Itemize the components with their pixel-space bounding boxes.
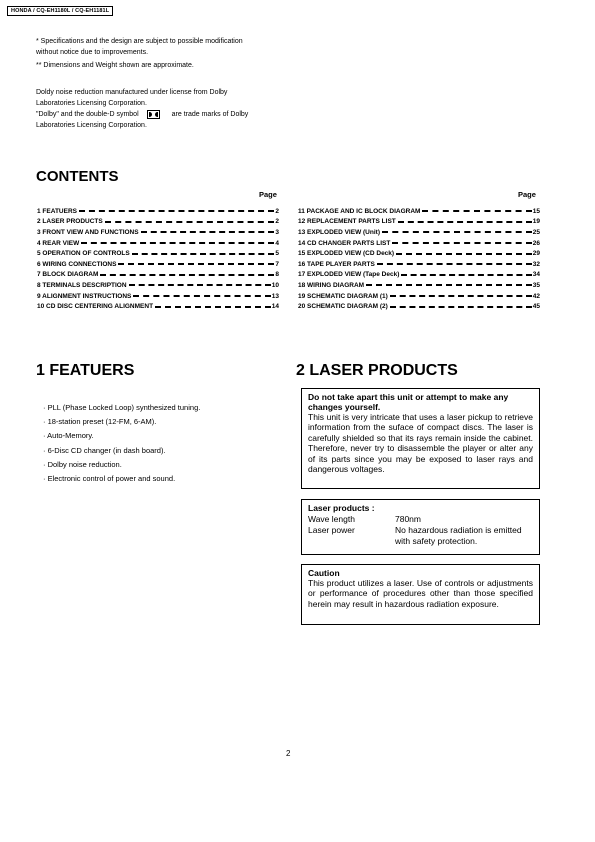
toc-entry-label: 18 WIRING DIAGRAM — [298, 281, 365, 289]
toc-leader — [81, 242, 274, 244]
toc-entry[interactable] — [298, 280, 540, 291]
laser-warning-heading: Do not take apart this unit or attempt to make any changes yourself. — [308, 392, 509, 412]
toc-right-column — [298, 206, 540, 312]
toc-entry[interactable] — [37, 280, 279, 291]
toc-entry-page: 19 — [532, 218, 540, 226]
dolby-line: Laboratories Licensing Corporation. — [36, 122, 147, 129]
toc-leader — [132, 253, 275, 255]
toc-entry-page: 5 — [275, 250, 279, 258]
toc-entry-label: 10 CD DISC CENTERING ALIGNMENT — [37, 303, 154, 311]
toc-entry[interactable] — [37, 259, 279, 270]
laser-warning-body: This unit is very intricate that uses a laser pickup to retrieve information from the suface of compact discs. The laser is carefully shielded so that its rays remain inside the cabinet. Therefore, never try to disassemble the player or alter any of its parts since you may be exposed to laser rays and dangerous voltages. — [308, 412, 533, 475]
toc-entry-label: 1 FEATUERS — [37, 207, 77, 215]
dolby-line-post: are trade marks of Dolby — [171, 111, 249, 118]
page-number: 2 — [286, 749, 291, 758]
caution-body: This product utilizes a laser. Use of controls or adjustments or performance of procedures other than those specified herein may result in hazardous radiation exposure. — [308, 578, 533, 609]
dolby-line-pre: "Dolby" and the double-D symbol — [36, 111, 139, 118]
toc-entry[interactable] — [298, 259, 540, 270]
model-tag: HONDA / CQ-EH1180L / CQ-EH1181L — [7, 6, 113, 16]
caution-box — [301, 564, 540, 625]
toc-entry-page: 32 — [532, 260, 540, 268]
toc-entry-label: 15 EXPLODED VIEW (CD Deck) — [298, 250, 395, 258]
dolby-notice — [36, 87, 248, 131]
toc-entry-label: 6 WIRING CONNECTIONS — [37, 260, 117, 268]
toc-leader — [155, 306, 271, 308]
toc-entry-page: 13 — [271, 292, 279, 300]
spec-note-line: * Specifications and the design are subject to possible modification — [36, 38, 243, 45]
section-1-title: 1 FEATUERS — [36, 362, 135, 379]
toc-entry-label: 19 SCHEMATIC DIAGRAM (1) — [298, 292, 388, 300]
toc-leader — [396, 253, 532, 255]
feature-item: · PLL (Phase Locked Loop) synthesized tuning. — [43, 403, 201, 412]
toc-leader — [100, 274, 274, 276]
toc-entry[interactable] — [37, 270, 279, 281]
feature-item: · Electronic control of power and sound. — [43, 474, 176, 484]
toc-entry-page: 15 — [532, 207, 540, 215]
toc-entry-page: 42 — [532, 292, 540, 300]
spec-note-line: without notice due to improvements. — [36, 49, 149, 56]
page-label-left: Page — [259, 190, 277, 199]
section-2-title: 2 LASER PRODUCTS — [296, 362, 458, 379]
toc-entry-page: 14 — [271, 303, 279, 311]
toc-entry[interactable] — [37, 301, 279, 312]
toc-leader — [390, 295, 532, 297]
toc-entry-label: 13 EXPLODED VIEW (Unit) — [298, 228, 380, 236]
toc-entry-label: 20 SCHEMATIC DIAGRAM (2) — [298, 303, 388, 311]
toc-leader — [105, 221, 275, 223]
dolby-line: Doldy noise reduction manufactured under license from Dolby — [36, 89, 228, 96]
toc-entry-label: 17 EXPLODED VIEW (Tape Deck) — [298, 271, 400, 279]
contents-title: CONTENTS — [36, 168, 119, 185]
toc-entry[interactable] — [37, 291, 279, 302]
toc-entry[interactable] — [298, 270, 540, 281]
toc-leader — [129, 284, 271, 286]
toc-entry[interactable] — [298, 206, 540, 217]
spec-label: Laser power — [308, 525, 355, 535]
toc-entry-page: 2 — [275, 218, 279, 226]
dimension-note: ** Dimensions and Weight shown are approximate. — [36, 62, 194, 69]
toc-entry-label: 14 CD CHANGER PARTS LIST — [298, 239, 391, 247]
toc-leader — [382, 231, 532, 233]
toc-left-column — [37, 206, 279, 312]
toc-entry-label: 11 PACKAGE AND IC BLOCK DIAGRAM — [298, 207, 421, 215]
feature-item: · 6-Disc CD changer (in dash board). — [43, 445, 166, 455]
toc-entry[interactable] — [37, 206, 279, 217]
spec-row-wavelength — [308, 514, 533, 525]
page-label-right: Page — [518, 190, 536, 199]
toc-leader — [79, 210, 274, 212]
toc-leader — [390, 306, 532, 308]
toc-entry[interactable] — [37, 217, 279, 228]
toc-entry-page: 34 — [532, 271, 540, 279]
laser-spec-box — [301, 499, 540, 555]
feature-item: · Dolby noise reduction. — [43, 459, 122, 469]
toc-entry-page: 10 — [271, 281, 279, 289]
toc-leader — [422, 210, 531, 212]
spec-value: 780nm — [395, 514, 421, 524]
toc-entry[interactable] — [298, 227, 540, 238]
feature-item: · 18-station preset (12-FM, 6-AM). — [43, 417, 157, 427]
toc-entry[interactable] — [298, 248, 540, 259]
toc-leader — [392, 242, 531, 244]
toc-entry[interactable] — [298, 291, 540, 302]
spec-row-power — [308, 525, 533, 547]
toc-entry-label: 5 OPERATION OF CONTROLS — [37, 250, 130, 258]
toc-entry-label: 9 ALIGNMENT INSTRUCTIONS — [37, 292, 132, 300]
toc-entry-label: 7 BLOCK DIAGRAM — [37, 271, 99, 279]
spec-value: No hazardous radiation is emitted with safety protection. — [395, 525, 522, 546]
spec-notes — [36, 36, 243, 71]
laser-spec-heading: Laser products : — [308, 503, 375, 513]
toc-entry-page: 26 — [532, 239, 540, 247]
toc-entry[interactable] — [298, 217, 540, 228]
toc-entry[interactable] — [37, 227, 279, 238]
toc-entry-label: 12 REPLACEMENT PARTS LIST — [298, 218, 396, 226]
toc-entry-page: 2 — [275, 207, 279, 215]
toc-entry-page: 29 — [532, 250, 540, 258]
dolby-line — [36, 109, 248, 120]
toc-entry-label: 8 TERMINALS DESCRIPTION — [37, 281, 127, 289]
toc-entry[interactable] — [298, 301, 540, 312]
feature-item: · Auto-Memory. — [43, 431, 94, 441]
caution-heading: Caution — [308, 568, 340, 578]
toc-entry-page: 4 — [275, 239, 279, 247]
toc-entry-label: 3 FRONT VIEW AND FUNCTIONS — [37, 228, 139, 236]
toc-entry-page: 35 — [532, 281, 540, 289]
toc-leader — [141, 231, 275, 233]
toc-entry-page: 25 — [532, 228, 540, 236]
toc-leader — [133, 295, 270, 297]
toc-entry-label: 2 LASER PRODUCTS — [37, 218, 103, 226]
toc-entry-page: 3 — [275, 228, 279, 236]
toc-entry-label: 16 TAPE PLAYER PARTS — [298, 260, 375, 268]
toc-leader — [398, 221, 532, 223]
toc-leader — [366, 284, 532, 286]
dolby-double-d-icon — [147, 110, 160, 119]
features-list — [43, 401, 200, 486]
toc-entry[interactable] — [37, 238, 279, 249]
toc-leader — [377, 263, 532, 265]
toc-entry-page: 45 — [532, 303, 540, 311]
toc-leader — [401, 274, 531, 276]
dolby-line: Laboratories Licensing Corporation. — [36, 100, 147, 107]
toc-entry-page: 7 — [275, 260, 279, 268]
toc-leader — [118, 263, 274, 265]
toc-entry[interactable] — [298, 238, 540, 249]
toc-entry-page: 8 — [275, 271, 279, 279]
toc-entry-label: 4 REAR VIEW — [37, 239, 80, 247]
laser-warning-box — [301, 388, 540, 489]
spec-label: Wave length — [308, 514, 355, 524]
toc-entry[interactable] — [37, 248, 279, 259]
